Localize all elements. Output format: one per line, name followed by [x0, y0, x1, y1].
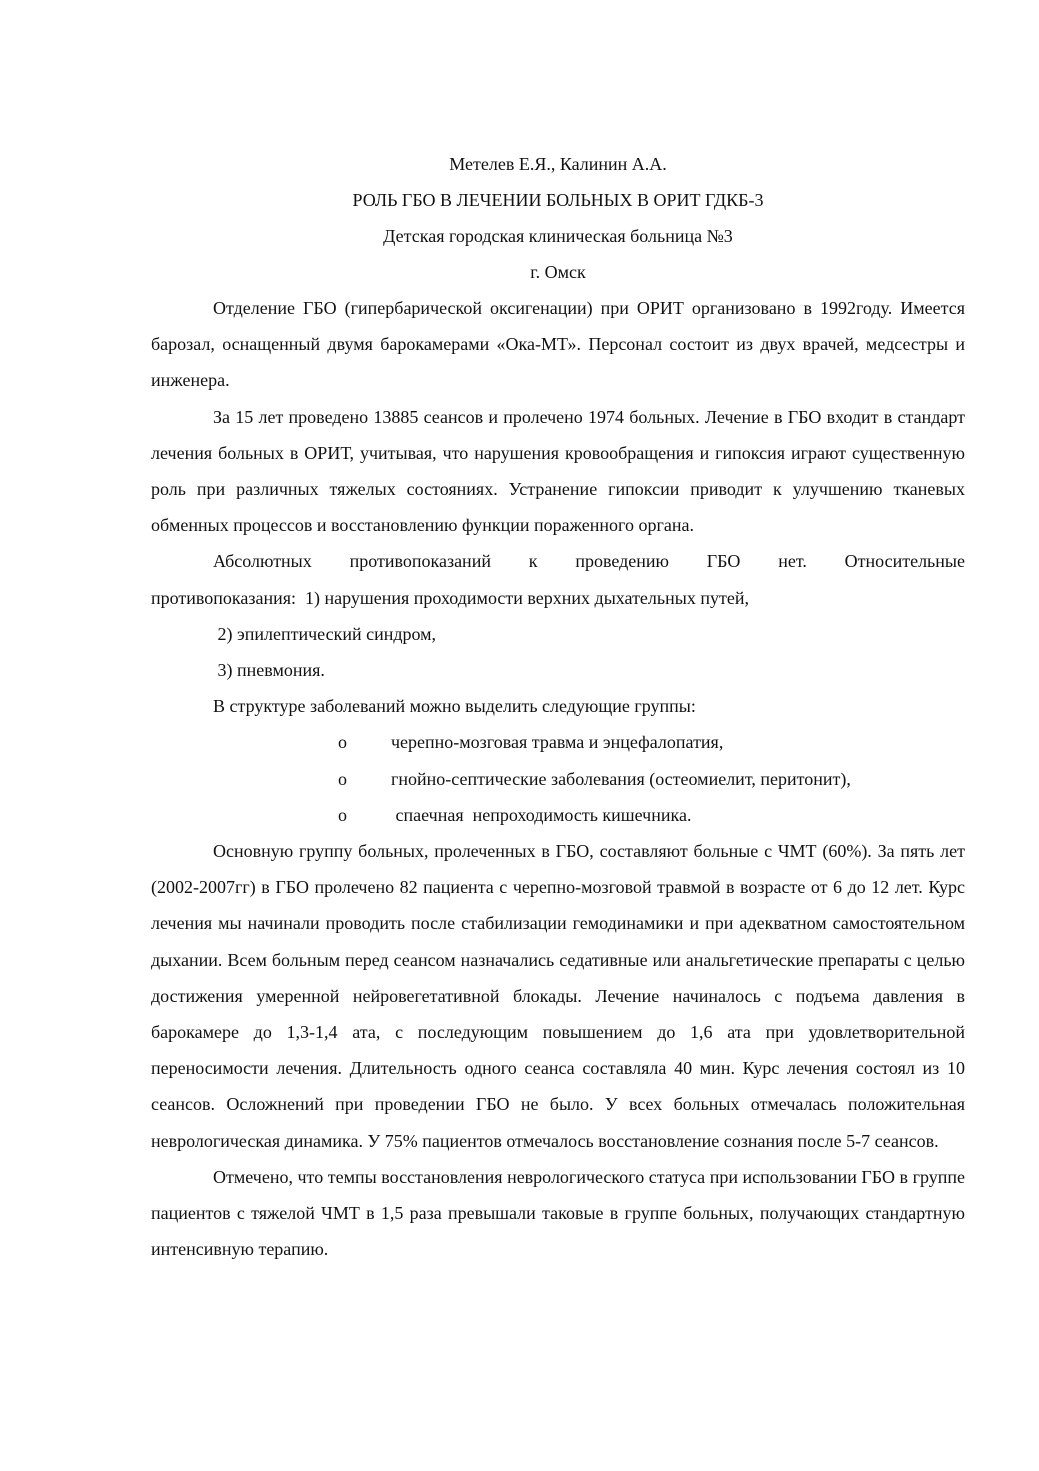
paragraph-statistics: За 15 лет проведено 13885 сеансов и пролечено 1974 больных. Лечение в ГБО входит в стандарт лечения больных в ОРИТ, учитывая, что нарушения кровообращения и гипоксия играют существенную роль при различных тяжелых состояниях. Устранение гипоксии приводит к улучшению тканевых обменных процессов и восстановлению функции пораженного органа.: [151, 406, 965, 536]
groups-intro: В структуре заболеваний можно выделить следующие группы:: [213, 696, 696, 717]
list-item-text: спаечная непроходимость кишечника.: [391, 804, 692, 825]
document-content: [151, 146, 965, 1267]
disease-groups-list: [151, 724, 965, 833]
list-item-text: черепно-мозговая травма и энцефалопатия,: [391, 732, 724, 753]
list-item-text: гнойно-септические заболевания (остеомиелит, перитонит),: [391, 768, 851, 789]
contraindication-3: 3) пневмония.: [213, 660, 325, 681]
paragraph-tbi-treatment: Основную группу больных, пролеченных в ГБО, составляют больные с ЧМТ (60%). За пять лет (2002-2007гг) в ГБО пролечено 82 пациента с черепно-мозговой травмой в возрасте от 6 до 12 лет. Курс лечения мы начинали проводить после стабилизации гемодинамики и при адекватном самостоятельном дыхании. Всем больным перед сеансом назначались седативные или анальгетические препараты с целью достижения умеренной нейровегетативной блокады. Лечение начиналось с подъема давления в барокамере до 1,3-1,4 ата, с последующим повышением до 1,6 ата при удовлетворительной переносимости лечения. Длительность одного сеанса составляла 40 мин. Курс лечения состоял из 10 сеансов. Осложнений при проведении ГБО не было. У всех больных отмечалась положительная неврологическая динамика. У 75% пациентов отмечалось восстановление сознания после 5-7 сеансов.: [151, 841, 965, 1151]
institution-line: Детская городская клиническая больница №3: [383, 226, 733, 246]
bullet-marker: o: [338, 804, 347, 825]
city-line: г. Омск: [530, 262, 586, 282]
contraindication-2: 2) эпилептический синдром,: [213, 623, 437, 644]
paragraph-contraindications: Абсолютных противопоказаний к проведению ГБО нет. Относительные: [213, 551, 965, 572]
contraindication-1: противопоказания: 1) нарушения проходимости верхних дыхательных путей,: [151, 587, 749, 608]
bullet-marker: o: [338, 732, 347, 753]
bullet-marker: o: [338, 768, 347, 789]
document-title: РОЛЬ ГБО В ЛЕЧЕНИИ БОЛЬНЫХ В ОРИТ ГДКБ-3: [352, 190, 764, 210]
list-item: [151, 761, 965, 797]
paragraph-department: Отделение ГБО (гипербарической оксигенации) при ОРИТ организовано в 1992году. Имеется барозал, оснащенный двумя барокамерами «Ока-МТ». Персонал состоит из двух врачей, медсестры и инженера.: [151, 298, 965, 391]
list-item: [151, 797, 965, 833]
paragraph-conclusion: Отмечено, что темпы восстановления неврологического статуса при использовании ГБО в группе пациентов с тяжелой ЧМТ в 1,5 раза превышали таковые в группе больных, получающих стандартную интенсивную терапию.: [151, 1166, 965, 1260]
list-item: [151, 724, 965, 760]
authors-line: Метелев Е.Я., Калинин А.А.: [449, 154, 667, 174]
